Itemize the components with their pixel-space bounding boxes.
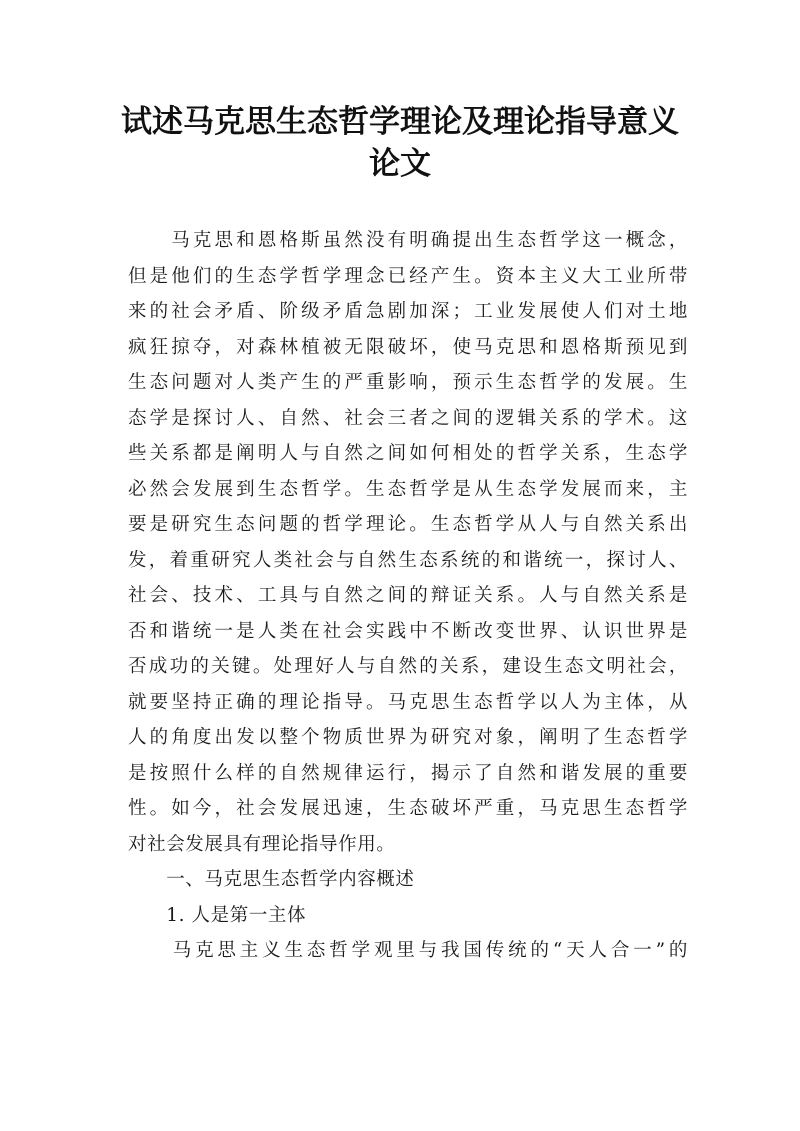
paragraph-line: 人的角度出发以整个物质世界为研究对象，阐明了生态哲学 [128,727,688,748]
paragraph-line: 否和谐统一是人类在社会实践中不断改变世界、认识世界是 [128,620,688,642]
paragraph-line: 就要坚持正确的理论指导。马克思生态哲学以人为主体，从 [128,691,688,713]
paragraph-line: 性。如今，社会发展迅速，生态破坏严重，马克思生态哲学 [128,798,688,819]
document-title-line2: 论文 [369,146,431,182]
paragraph-line: 对社会发展具有理论指导作用。 [128,833,396,855]
paragraph-line: 生态问题对人类产生的严重影响，预示生态哲学的发展。生 [128,372,688,393]
subsection-heading: 1. 人是第一主体 [128,904,307,926]
paragraph-line: 马克思和恩格斯虽然没有明确提出生态哲学这一概念， [128,230,688,251]
paragraph-line: 些关系都是阐明人与自然之间如何相处的哲学关系，生态学 [128,443,688,464]
paragraph-line: 必然会发展到生态哲学。生态哲学是从生态学发展而来，主 [128,478,688,500]
paragraph-line: 发，着重研究人类社会与自然生态系统的和谐统一，探讨人、 [128,549,688,571]
paragraph-line: 是按照什么样的自然规律运行，揭示了自然和谐发展的重要 [128,762,688,784]
paragraph-intro [128,223,688,862]
paragraph-line: 要是研究生态问题的哲学理论。生态哲学从人与自然关系出 [128,514,688,535]
paragraph-line: 但是他们的生态学哲学理念已经产生。资本主义大工业所带 [128,265,688,287]
paragraph-line: 来的社会矛盾、阶级矛盾急剧加深；工业发展使人们对土地 [128,301,688,322]
document-body [128,223,688,969]
paragraph-line: 社会、技术、工具与自然之间的辩证关系。人与自然关系是 [128,585,688,606]
paragraph-line: 马克思主义生态哲学观里与我国传统的“天人合一”的 [128,940,688,961]
paragraph-line: 态学是探讨人、自然、社会三者之间的逻辑关系的学术。这 [128,407,688,429]
document-title-line1: 试述马克思生态哲学理论及理论指导意义 [121,104,679,140]
section-heading: 一、马克思生态哲学内容概述 [128,869,415,890]
paragraph-line: 否成功的关键。处理好人与自然的关系，建设生态文明社会， [128,656,688,677]
paragraph-line: 疯狂掠夺，对森林植被无限破坏，使马克思和恩格斯预见到 [128,336,688,358]
